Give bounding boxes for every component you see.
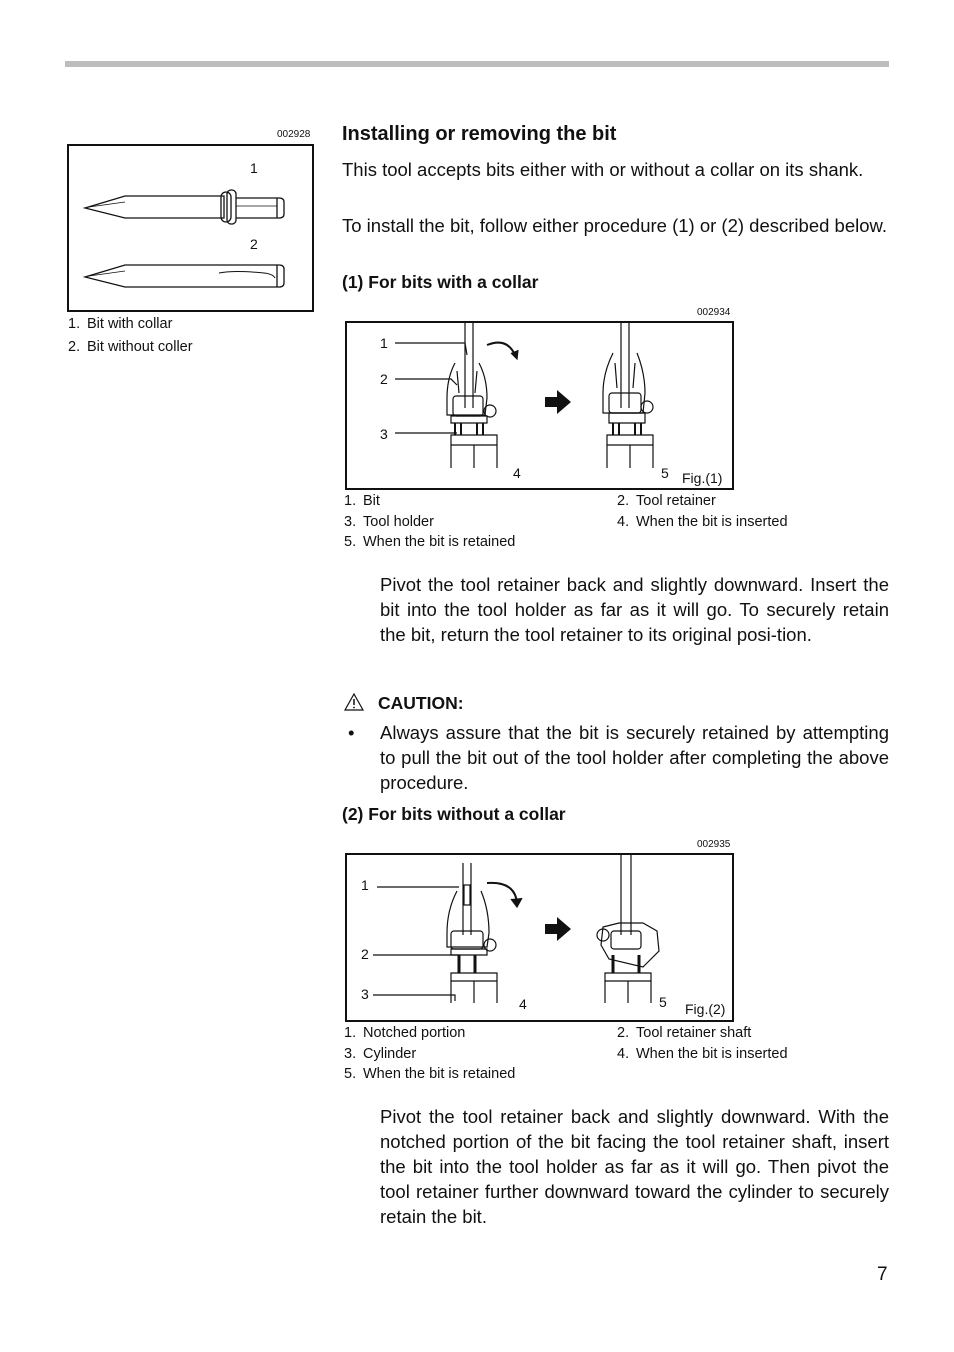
caption-5 [344, 532, 515, 552]
caption-number: 2. [68, 339, 81, 355]
caption-4 [617, 512, 788, 532]
caption-5 [344, 1064, 515, 1084]
callout-2: 2 [380, 371, 388, 387]
caption-3 [344, 1044, 416, 1064]
caption-text: When the bit is inserted [636, 1046, 788, 1062]
bit-types-drawing [69, 146, 316, 314]
caption-number: 1. [344, 1025, 357, 1041]
caption-number: 1. [344, 493, 357, 509]
callout-1: 1 [250, 160, 258, 176]
callout-4: 4 [519, 996, 527, 1012]
caption-2 [68, 337, 193, 357]
bullet: • [348, 722, 355, 743]
callout-5: 5 [661, 465, 669, 481]
caption-text: Cylinder [363, 1046, 417, 1062]
callout-3: 3 [380, 426, 388, 442]
figure-code: 002934 [697, 307, 731, 318]
caption-number: 1. [68, 316, 81, 332]
callout-2: 2 [250, 236, 258, 252]
section-title: Installing or removing the bit [342, 123, 617, 145]
caption-text: When the bit is retained [363, 534, 516, 550]
figure-1 [345, 321, 734, 490]
caption-number: 3. [344, 514, 357, 530]
caption-text: Bit with collar [87, 316, 173, 332]
caption-text: Bit without coller [87, 339, 193, 355]
callout-2: 2 [361, 946, 369, 962]
figure-code: 002928 [277, 129, 311, 140]
caption-number: 2. [617, 1025, 630, 1041]
bit-types-figure [67, 144, 314, 312]
callout-5: 5 [659, 994, 667, 1010]
caption-number: 2. [617, 493, 630, 509]
callout-4: 4 [513, 465, 521, 481]
page-number: 7 [877, 1264, 888, 1285]
procedure-2-heading: (2) For bits without a collar [342, 804, 566, 824]
callout-1: 1 [361, 877, 369, 893]
callout-1: 1 [380, 335, 388, 351]
intro-paragraph-1: This tool accepts bits either with or without a collar on its shank. [342, 159, 864, 180]
caption-number: 3. [344, 1046, 357, 1062]
caption-text: Tool retainer [636, 493, 716, 509]
caution-title: CAUTION: [378, 693, 464, 713]
caption-text: When the bit is retained [363, 1066, 516, 1082]
procedure-1-paragraph: Pivot the tool retainer back and slightly downward. Insert the bit into the tool holder as far as it will go. To securely retain the bit, return the tool retainer to its original posi-tion. [380, 574, 889, 645]
caption-2 [617, 1023, 751, 1043]
caption-2 [617, 491, 716, 511]
intro-paragraph-2: To install the bit, follow either procedure (1) or (2) described below. [342, 215, 887, 236]
caption-text: Bit [363, 493, 380, 509]
caption-1 [344, 491, 380, 511]
caption-text: When the bit is inserted [636, 514, 788, 530]
procedure-2-paragraph: Pivot the tool retainer back and slightly downward. With the notched portion of the bit facing the tool retainer shaft, insert the bit into the tool holder as far as it will go. Then pivot the tool retainer further downward toward the cylinder to securely retain the bit. [380, 1106, 889, 1227]
callout-3: 3 [361, 986, 369, 1002]
figure-label: Fig.(2) [685, 1001, 726, 1017]
caption-number: 4. [617, 1046, 630, 1062]
caption-text: Notched portion [363, 1025, 466, 1041]
procedure-1-heading: (1) For bits with a collar [342, 272, 539, 292]
figure-2-drawing [347, 855, 736, 1024]
caption-4 [617, 1044, 788, 1064]
caption-number: 5. [344, 1066, 357, 1082]
caption-text: Tool retainer shaft [636, 1025, 752, 1041]
figure-code: 002935 [697, 839, 731, 850]
caution-text: Always assure that the bit is securely retained by attempting to pull the bit out of the tool holder after completing the above procedure. [380, 722, 889, 793]
warning-triangle-icon [344, 692, 366, 712]
caption-number: 4. [617, 514, 630, 530]
figure-label: Fig.(1) [682, 470, 723, 486]
header-rule [65, 61, 889, 67]
caption-number: 5. [344, 534, 357, 550]
caption-1 [68, 314, 172, 334]
figure-2 [345, 853, 734, 1022]
caption-text: Tool holder [363, 514, 434, 530]
caption-3 [344, 512, 434, 532]
caption-1 [344, 1023, 465, 1043]
figure-1-drawing [347, 323, 736, 492]
